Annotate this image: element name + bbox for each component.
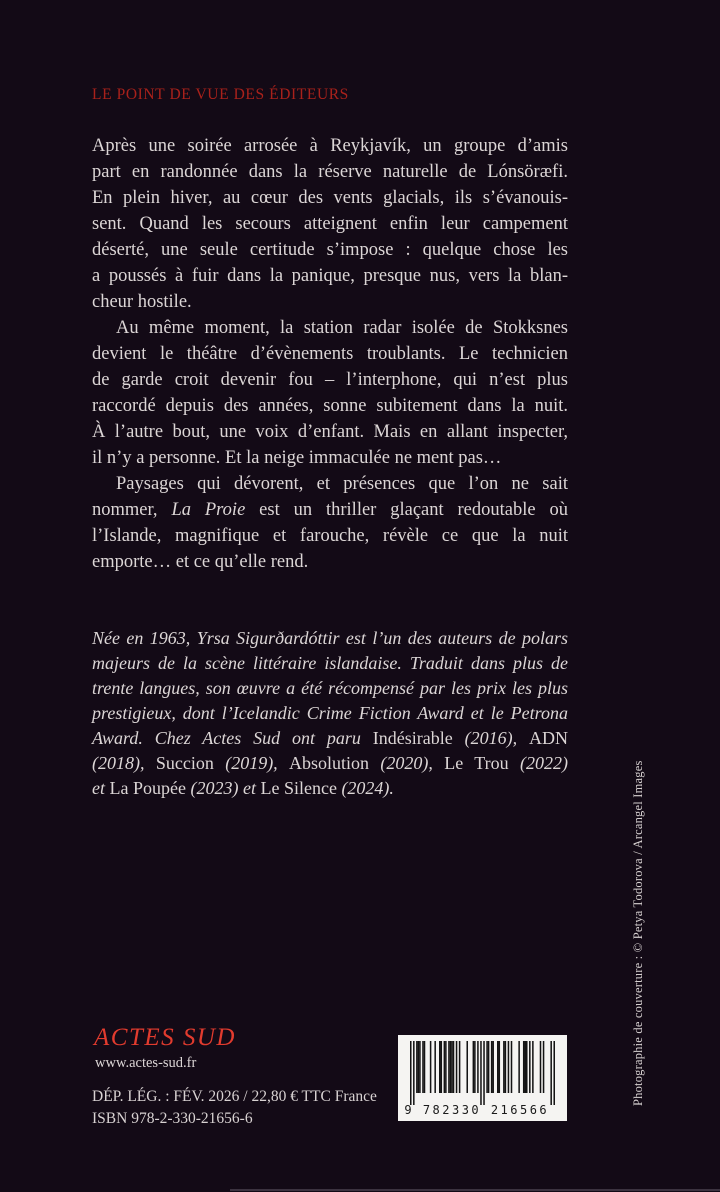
publisher-logo: ACTES SUD: [94, 1024, 236, 1051]
synopsis-line: il n’y a personne. Et la neige immaculée ne ment pas…: [92, 448, 502, 468]
legal-deposit-price-line: DÉP. LÉG. : FÉV. 2026 / 22,80 € TTC France: [92, 1088, 377, 1105]
bio-line: Award. Chez Actes Sud ont paru Indésirable (2016), ADN: [92, 728, 568, 748]
barcode-bars-graphic: [410, 1041, 555, 1105]
synopsis-line: Après une soirée arrosée à Reykjavík, un groupe d’amis: [92, 136, 568, 156]
synopsis-line: sent. Quand les secours atteignent enfin leur campement: [92, 214, 568, 234]
bio-line: majeurs de la scène littéraire islandaise. Traduit dans plus de: [92, 653, 568, 673]
synopsis-line: nommer, La Proie est un thriller glaçant redoutable où: [92, 500, 568, 520]
bio-line: trente langues, son œuvre a été récompensé par les prix les plus: [92, 678, 568, 698]
legal-block: [92, 1086, 377, 1130]
synopsis-line: Au même moment, la station radar isolée de Stokksnes: [116, 318, 568, 338]
author-bio-text: [92, 626, 568, 801]
isbn-line: ISBN 978-2-330-21656-6: [92, 1110, 253, 1127]
barcode-digits-right: 216566: [490, 1103, 550, 1117]
synopsis-line: de garde croit devenir fou – l’interphone, qui n’est plus: [92, 370, 568, 390]
synopsis-line: emporte… et ce qu’elle rend.: [92, 552, 309, 572]
publisher-website: www.actes-sud.fr: [95, 1055, 197, 1071]
synopsis-line: l’Islande, magnifique et farouche, révèle ce que la nuit: [92, 526, 568, 546]
synopsis-line: cheur hostile.: [92, 292, 192, 312]
editors-viewpoint-header: LE POINT DE VUE DES ÉDITEURS: [92, 86, 349, 103]
bio-line: (2018), Succion (2019), Absolution (2020), Le Trou (2022): [92, 753, 568, 773]
bottom-edge-line: [230, 1189, 720, 1191]
synopsis-text: [92, 133, 568, 575]
cover-photo-credit: Photographie de couverture : © Petya Todorova / Arcangel Images: [631, 760, 645, 1106]
synopsis-line: À l’autre bout, une voix d’enfant. Mais en allant inspecter,: [92, 422, 568, 442]
barcode-digits-left: 782330: [422, 1103, 482, 1117]
synopsis-line: devient le théâtre d’évènements troublants. Le technicien: [92, 344, 568, 364]
bio-line: Née en 1963, Yrsa Sigurðardóttir est l’un des auteurs de polars: [92, 628, 568, 648]
synopsis-line: Paysages qui dévorent, et présences que l’on ne sait: [116, 474, 568, 494]
synopsis-line: part en randonnée dans la réserve naturelle de Lónsöræfi.: [92, 162, 568, 182]
synopsis-line: déserté, une seule certitude s’impose : quelque chose les: [92, 240, 568, 260]
synopsis-line: En plein hiver, au cœur des vents glacials, ils s’évanouis-: [92, 188, 568, 208]
synopsis-line: raccordé depuis des années, sonne subitement dans la nuit.: [92, 396, 568, 416]
synopsis-line: a poussés à fuir dans la panique, presque nus, vers la blan-: [92, 266, 568, 286]
bio-line: prestigieux, dont l’Icelandic Crime Fiction Award et le Petrona: [92, 703, 568, 723]
barcode-digit-first: 9: [404, 1103, 412, 1117]
barcode: [398, 1035, 567, 1121]
bio-line: et La Poupée (2023) et Le Silence (2024).: [92, 778, 394, 798]
